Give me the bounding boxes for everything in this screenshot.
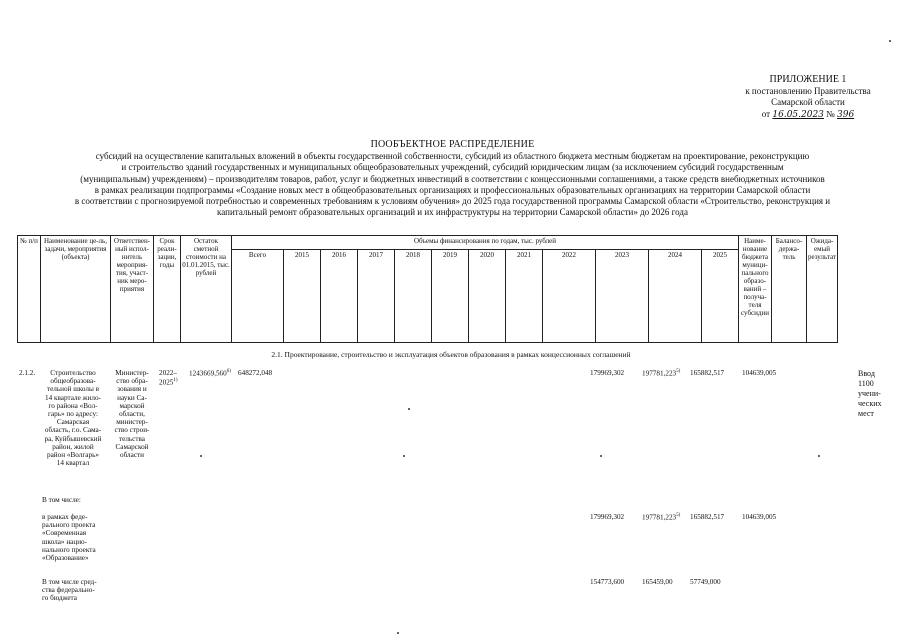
resp-line: ство строи- bbox=[114, 426, 150, 435]
name-line: 14 квартале жило- bbox=[45, 393, 101, 402]
fb-2024: 57749,000 bbox=[690, 578, 721, 586]
row-2022: 179969,302 bbox=[590, 369, 625, 377]
col-year: 2022 bbox=[543, 250, 596, 343]
subtitle-line: в рамках реализации подпрограммы «Создание новых мест в общеобразовательных организациях и профессиональных образовательных организациях на территории Самарской области bbox=[94, 184, 811, 195]
row-rest bbox=[189, 369, 231, 377]
col-term: Срок реали-зации, годы bbox=[154, 236, 181, 343]
appendix-title: ПРИЛОЖЕНИЕ 1 bbox=[769, 74, 847, 85]
header-table bbox=[17, 235, 838, 343]
appendix-date-line bbox=[728, 109, 888, 122]
col-year: 2016 bbox=[321, 250, 358, 343]
row-num: 2.1.2. bbox=[19, 369, 36, 377]
row-2024: 165882,517 bbox=[690, 369, 725, 377]
name-line: область, г.о. Сама- bbox=[44, 426, 102, 435]
resp-line: Министер- bbox=[115, 369, 149, 377]
result-line: 1100 bbox=[858, 379, 874, 388]
fp-2024: 165882,517 bbox=[690, 513, 725, 521]
fb-line: В том числе сред- bbox=[42, 578, 97, 586]
name-line: гарь» по адресу: bbox=[47, 410, 99, 419]
name-line: Самарская bbox=[56, 418, 90, 427]
name-line: район, жилой bbox=[52, 442, 94, 451]
fp-line: школа» нацио- bbox=[42, 537, 88, 546]
fp-line: «Современная bbox=[42, 529, 87, 538]
col-resp: Ответствен-ный испол-нитель мероприя-тия, участ-ник меро-приятия bbox=[111, 236, 154, 343]
name-line: общеобразова- bbox=[50, 377, 96, 386]
resp-line: тельства bbox=[118, 434, 146, 443]
fp-2023 bbox=[642, 513, 680, 521]
incl-label: В том числе: bbox=[42, 496, 81, 504]
appendix-line2: к постановлению Правительства bbox=[745, 85, 871, 96]
num-prefix: № bbox=[826, 108, 835, 119]
result-line: учени- bbox=[858, 389, 881, 398]
name-line: район «Волгарь» bbox=[47, 451, 99, 460]
scan-speck bbox=[600, 455, 602, 457]
col-year: 2017 bbox=[358, 250, 395, 343]
subtitle-line: в соответствии с прогнозируемой потребностью и современных требованиям к условиям обучения» до 2025 года государственной программы Самарской области «Строительство, реконструкция и bbox=[74, 196, 831, 207]
resp-line: Самарской bbox=[115, 442, 149, 451]
col-municipal: Наиме-нование бюджета муници-пального образо-ваний – получа-теля субсидии bbox=[739, 236, 772, 343]
fb-2022: 154773,600 bbox=[590, 578, 625, 586]
resp-line: министер- bbox=[116, 418, 148, 427]
name-line: тельной школы в bbox=[46, 385, 100, 394]
col-year: 2023 bbox=[596, 250, 649, 343]
col-rest: Остаток сметной стоимости на 01.01.2015, тыс. рублей bbox=[181, 236, 232, 343]
fb-line: го бюджета bbox=[42, 594, 77, 603]
result-line: Ввод bbox=[858, 369, 875, 378]
document-subtitle bbox=[10, 151, 895, 219]
scan-speck bbox=[403, 455, 405, 457]
col-num: № п/п bbox=[18, 236, 41, 343]
date-prefix: от bbox=[761, 108, 771, 119]
fp-line: «Образование» bbox=[42, 554, 89, 563]
subtitle-line: и строительство зданий государственных и муниципальных общеобразовательных учреждений, субсидий юридическим лицам (за исключением субсидий государственным bbox=[121, 162, 784, 173]
row-result bbox=[858, 369, 888, 419]
col-year: 2024 bbox=[649, 250, 702, 343]
row-2023 bbox=[642, 369, 680, 377]
row-2025: 104639,005 bbox=[742, 369, 777, 377]
col-holder: Балансо-держа-тель bbox=[772, 236, 807, 343]
rest-footnote: 6) bbox=[226, 369, 231, 374]
fb-line: ства федерально- bbox=[42, 586, 95, 595]
col-year: 2018 bbox=[395, 250, 432, 343]
appendix-line3: Самарской области bbox=[771, 97, 845, 107]
name-line: го района «Вол- bbox=[48, 401, 98, 410]
scan-speck bbox=[408, 408, 410, 410]
fp-2025: 104639,005 bbox=[742, 513, 777, 521]
row-total: 648272,048 bbox=[238, 369, 273, 377]
row-responsible bbox=[110, 369, 154, 459]
col-year: 2025 bbox=[702, 250, 739, 343]
result-line: ческих bbox=[858, 399, 882, 408]
scan-speck bbox=[397, 632, 399, 634]
resp-line: науки Са- bbox=[117, 393, 147, 402]
col-year: 2020 bbox=[469, 250, 506, 343]
v2023-footnote: 5) bbox=[676, 369, 681, 374]
fp-line: в рамках феде- bbox=[42, 513, 88, 521]
scan-speck bbox=[818, 455, 820, 457]
date-value: 16.05.2023 bbox=[772, 109, 824, 120]
col-name: Наименование це-ль, задачи, мероприятия (объекта) bbox=[41, 236, 111, 343]
col-year: 2021 bbox=[506, 250, 543, 343]
col-volumes: Объемы финансирования по годам, тыс. рублей bbox=[232, 236, 739, 250]
name-line: ра, Куйбышевский bbox=[44, 434, 102, 443]
col-year: 2015 bbox=[284, 250, 321, 343]
subtitle-line: капитальный ремонт образовательных организаций и их инфраструктуры на территории Самарской области» до 2026 года bbox=[217, 207, 688, 218]
col-year: 2019 bbox=[432, 250, 469, 343]
name-line: Строительство bbox=[50, 369, 96, 377]
row-term bbox=[159, 369, 185, 387]
resp-line: ство обра- bbox=[116, 377, 148, 386]
appendix-block bbox=[728, 74, 888, 121]
subtitle-line: субсидий на осуществление капитальных вложений в объекты государственной собственности, субсидий из областного бюджета местным бюджетам на проектирование, реконструкцию bbox=[95, 151, 810, 161]
rest-value: 1243669,560 bbox=[189, 369, 227, 378]
resp-line: зования и bbox=[117, 385, 147, 394]
scan-speck bbox=[889, 40, 891, 42]
resp-line: области bbox=[119, 451, 145, 460]
v2023-value: 197781,223 bbox=[642, 369, 677, 378]
term-value: 2022–2025 bbox=[159, 369, 177, 387]
scan-speck bbox=[200, 455, 202, 457]
fp-line: нального проекта bbox=[42, 545, 96, 554]
resp-line: марской bbox=[119, 401, 145, 410]
section-title: 2.1. Проектирование, строительство и эксплуатация объектов образования в рамках концессионных соглашений bbox=[271, 350, 631, 359]
fed-project-label bbox=[42, 513, 108, 562]
term-footnote: 1) bbox=[173, 378, 178, 384]
fed-budget-label bbox=[42, 578, 108, 603]
fp-2022: 179969,302 bbox=[590, 513, 625, 521]
fp-2023-value: 197781,223 bbox=[642, 513, 677, 522]
row-name bbox=[40, 369, 106, 467]
col-year: Всего bbox=[232, 250, 284, 343]
resp-line: области, bbox=[119, 410, 145, 419]
subtitle-line: (муниципальным) учреждениям) – производителям товаров, работ, услуг и бюджетных инвестиций в соответствии с концессионными соглашениями, а также средств внебюджетных источников bbox=[80, 173, 825, 184]
fp-2023-footnote: 5) bbox=[676, 513, 681, 518]
result-line: мест bbox=[858, 409, 874, 418]
fb-2023: 165459,00 bbox=[642, 578, 673, 586]
num-value: 396 bbox=[837, 109, 855, 120]
fp-line: рального проекта bbox=[42, 521, 96, 530]
name-line: 14 квартал bbox=[56, 459, 90, 468]
document-title: ПООБЪЕКТНОЕ РАСПРЕДЕЛЕНИЕ bbox=[370, 139, 535, 150]
col-result: Ожида-емый результат bbox=[807, 236, 838, 343]
